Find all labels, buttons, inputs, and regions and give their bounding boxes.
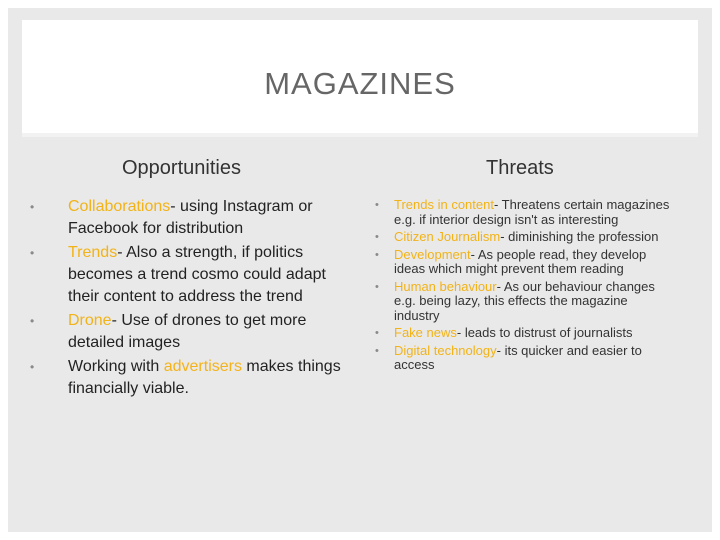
bullet-dot-icon: • [375,231,379,243]
item-text: - As our behaviour changes e.g. being lazy, this effects the magazine industry [394,278,655,323]
bullet-dot-icon: • [30,314,35,328]
bullet-dot-icon: • [375,327,379,339]
item-highlight: Collaborations [68,198,171,215]
bullet-dot-icon: • [30,200,35,214]
list-item [375,230,675,245]
item-highlight: Trends in content [394,197,494,212]
bullet-dot-icon: • [375,248,379,261]
bullet-dot-icon: • [30,360,35,374]
item-highlight: Development [394,246,471,262]
item-highlight: Citizen Journalism [394,229,501,244]
list-item [375,280,675,324]
bullet-dot-icon: • [30,246,35,260]
item-highlight: Fake news [394,325,457,340]
opportunities-list [30,196,360,402]
item-text: - Also a strength, if politics becomes a trend cosmo could adapt their content to address the trend [68,244,326,305]
item-text: - diminishing the profession [500,229,659,244]
slide [8,8,712,532]
list-item [375,326,675,341]
item-text: - its quicker and easier to access [394,342,642,372]
list-item [30,242,360,308]
bullet-dot-icon: • [375,344,379,357]
opportunities-heading: Opportunities [122,157,241,179]
item-text: - Use of drones to get more detailed images [68,312,307,351]
item-highlight: Human behaviour [394,278,497,294]
title-box [22,20,698,137]
item-text: - As people read, they develop ideas which might prevent them reading [394,246,647,276]
list-item [375,344,675,373]
item-highlight: advertisers [163,358,242,375]
slide-title: MAGAZINES [264,66,456,101]
bullet-dot-icon: • [375,199,379,211]
list-item [375,248,675,277]
bullet-dot-icon: • [375,280,379,293]
list-item [375,198,675,227]
item-highlight: Drone [68,312,112,329]
list-item [30,356,360,400]
item-text: - Threatens certain magazines e.g. if interior design isn't as interesting [394,197,670,227]
item-prefix: Working with [68,358,164,375]
item-text: makes things financially viable. [68,358,341,397]
item-highlight: Digital technology [394,342,497,358]
threats-heading: Threats [486,157,554,179]
list-item [30,196,360,240]
threats-list [375,198,675,376]
item-text: - using Instagram or Facebook for distribution [68,198,313,237]
item-highlight: Trends [68,244,118,261]
list-item [30,310,360,354]
item-text: - leads to distrust of journalists [456,325,633,340]
